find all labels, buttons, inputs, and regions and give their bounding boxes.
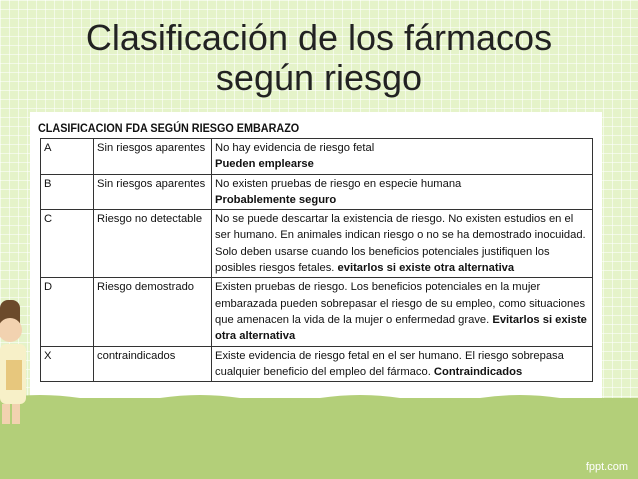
description-cell xyxy=(212,278,593,346)
description-text: No existen pruebas de riesgo en especie humana xyxy=(215,177,462,190)
category-cell: D xyxy=(41,278,94,346)
table-row xyxy=(41,278,593,346)
description-text: Existe evidencia de riesgo fetal en el ser humano. El riesgo sobrepasa cualquier beneficio del empleo del fármaco. xyxy=(215,349,564,378)
description-cell xyxy=(212,139,593,175)
description-bold: Pueden emplearse xyxy=(215,158,314,171)
risk-cell: contraindicados xyxy=(94,346,212,382)
category-cell: B xyxy=(41,174,94,210)
slide-title-line-1: Clasificación de los fármacos xyxy=(85,17,553,58)
description-bold: Evitarlos si existe otra alternativa xyxy=(215,313,587,343)
slide-title-line-2: según riesgo xyxy=(215,57,423,98)
category-cell: X xyxy=(41,346,94,382)
description-bold: Probablemente seguro xyxy=(215,193,337,206)
category-cell: C xyxy=(41,210,94,278)
footer-wave xyxy=(0,392,638,404)
description-bold: evitarlos si existe otra alternativa xyxy=(337,262,515,275)
slide-title xyxy=(0,18,638,98)
table-title: CLASIFICACION FDA SEGÚN RIESGO EMBARAZO xyxy=(38,121,300,135)
description-cell xyxy=(212,174,593,210)
risk-cell: Riesgo demostrado xyxy=(94,278,212,346)
risk-cell: Riesgo no detectable xyxy=(94,210,212,278)
fda-risk-table xyxy=(40,138,593,382)
table-row xyxy=(41,139,593,175)
girl-illustration-icon xyxy=(0,300,38,440)
risk-cell: Sin riesgos aparentes xyxy=(94,139,212,175)
table-row xyxy=(41,346,593,382)
category-cell: A xyxy=(41,139,94,175)
description-bold: Contraindicados xyxy=(433,365,523,378)
table-row xyxy=(41,210,593,278)
description-text: No hay evidencia de riesgo fetal xyxy=(215,142,375,154)
risk-cell: Sin riesgos aparentes xyxy=(94,174,212,210)
description-cell xyxy=(212,210,593,278)
description-cell xyxy=(212,346,593,382)
description-text: No se puede descartar la existencia de riesgo. No existen estudios en el ser humano. En animales indican riesgo o no se ha demostrado inocuidad. Solo deben usarse cuando los beneficios potenciales justifiquen los posibles riesgos fetales. xyxy=(215,213,586,275)
table-row xyxy=(41,174,593,210)
footer-band xyxy=(0,398,638,479)
brand-label: fppt.com xyxy=(585,461,628,473)
description-text: Existen pruebas de riesgo. Los beneficios potenciales en la mujer embarazada pueden sobrepasar el riesgo de su empleo, como situaciones que amenacen la vida de la mujer o enfermedad grave. xyxy=(215,281,586,326)
